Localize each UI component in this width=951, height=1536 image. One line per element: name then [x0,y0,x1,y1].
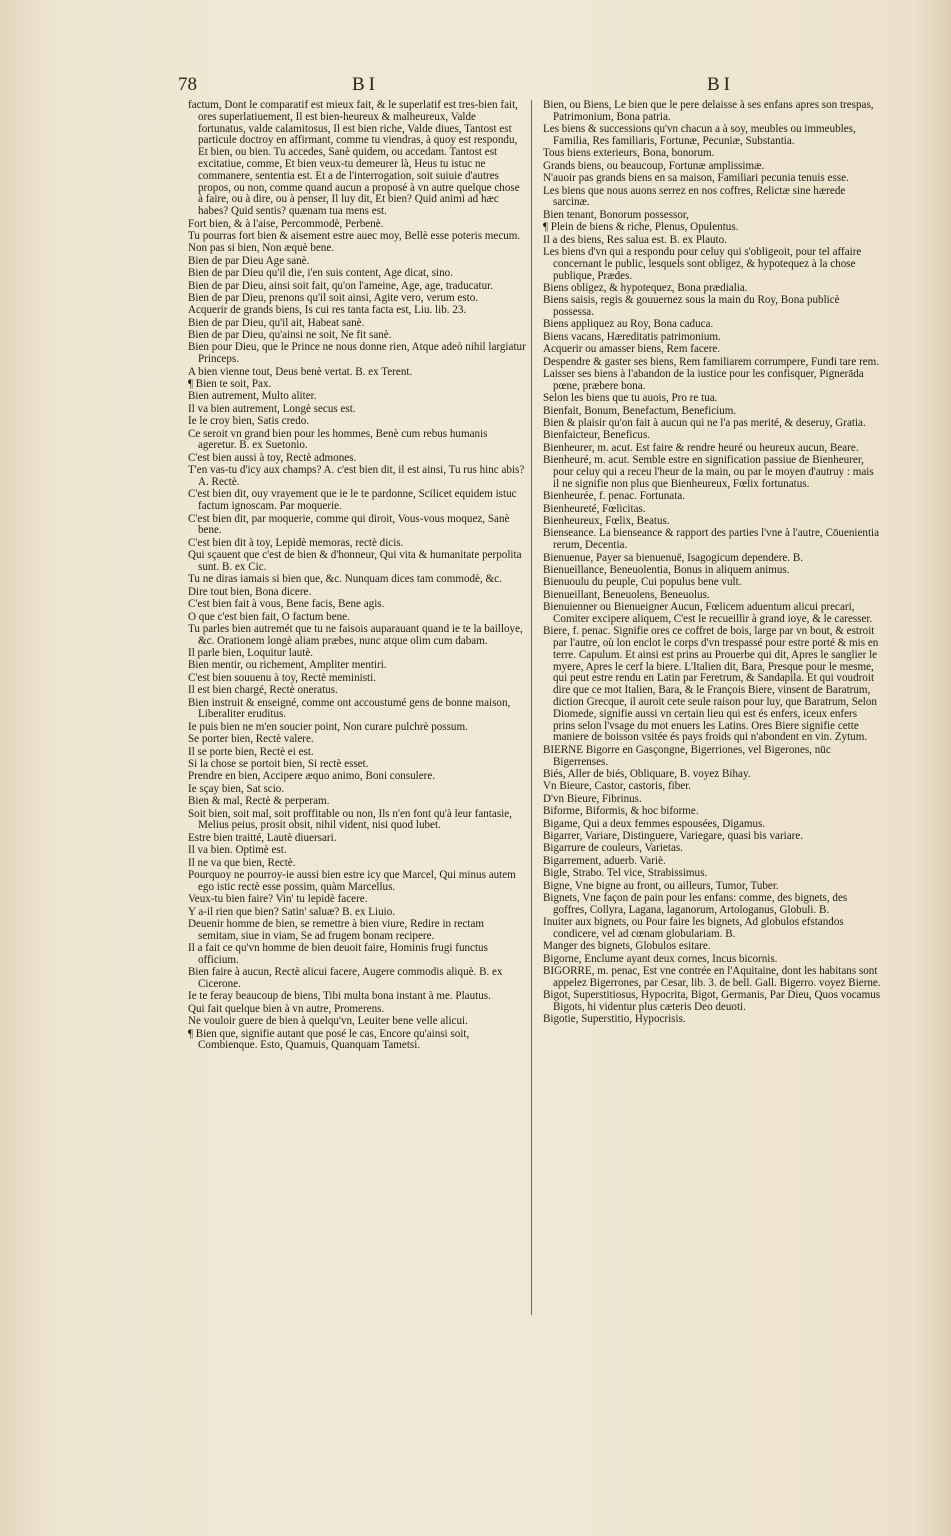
dictionary-entry: Biens vacans, Hæreditatis patrimonium. [543,330,721,343]
dictionary-entry: T'en vas-tu d'icy aux champs? A. c'est bien dit, il est ainsi, Tu rus hinc abis? A. Rectè. [188,464,525,488]
dictionary-entry: C'est bien dit, ouy vrayement que ie le te pardonne, Scilicet equidem istuc factum ignoscam. Par moquerie. [188,488,517,513]
dictionary-entry: Manger des bignets, Globulos esitare. [543,940,711,953]
dictionary-entry: Deuenir homme de bien, se remettre à bien viure, Redire in rectam semitam, siue in viam, Se ad frugem bonam recipere. [188,917,485,942]
dictionary-entry: Bienheurée, f. penac. Fortunata. [543,490,686,503]
dictionary-entry: Biens saisis, regis & gouuernez sous la main du Roy, Bona publicè possessa. [543,294,840,319]
dictionary-entry: Bigne, Vne bigne au front, ou ailleurs, Tumor, Tuber. [543,879,779,892]
dictionary-entry: Il va bien autrement, Longè secus est. [188,402,356,415]
dictionary-entry: Il a fait ce qu'vn homme de bien deuoit faire, Hominis frugi functus officium. [188,942,488,966]
dictionary-entry: Bien de par Dieu Age sanè. [188,254,310,267]
dictionary-entry: Bien faire à aucun, Rectè alicui facere, Augere commodis aliquè. B. ex Cicerone. [188,966,503,991]
dictionary-entry: Se porter bien, Rectè valere. [188,733,314,746]
dictionary-entry: C'est bien dit à toy, Lepidè memoras, rectè dicis. [188,536,404,549]
dictionary-entry: Dire tout bien, Bona dicere. [188,585,312,598]
dictionary-entry: Fort bien, & à l'aise, Percommodè, Perbenè. [188,217,384,230]
dictionary-entry: Biere, f. penac. Signifie ores ce coffret de bois, large par vn bout, & estroit par l'autre, où lon enclot le corps d'vn trespassé pour estre porté & mis en terre. Capulum. Et ainsi est prins au Prouerbe qui dit, Apres le sanglier le myere, Apres le cerf la biere. L'Italien dit, Bara, Presque pour le mesme, qui peut estre rendu en Latin par Feretrum, & Sandapila. Et qui voudroit dire que ce mot Italien, Bara, & le François Biere, vinsent de Baratrum, diction Grecque, il auroit cete seule raison pour luy, que Baratrum, Selon Diomede, signifie aussi vn certain lieu qui est és enfers, iceux enfers prins selon l'vsage du mot enuers les Latins. Ores Biere signifie cette maniere de boisson vsitée és pays froids qui n'abondent en vin. Zytum. [543,625,879,744]
dictionary-entry: Acquerir ou amasser biens, Rem facere. [543,343,721,356]
dictionary-entry: Tu parles bien autremét que tu ne faisois auparauant quand ie te la bailloye, &c. Orationem longè aliam præbes, nunc atque olim cum dabam. [188,622,523,647]
dictionary-entry: ¶ Plein de biens & riche, Plenus, Opulentus. [543,221,739,234]
dictionary-entry: C'est bien aussi à toy, Rectè admones. [188,451,357,464]
dictionary-entry: Il ne va que bien, Rectè. [188,856,296,869]
dictionary-entry: ¶ Bien te soit, Pax. [188,378,272,391]
dictionary-entry: BIERNE Bigorre en Gasçongne, Bigerriones, vel Bigerones, nūc Bigerrenses. [543,743,831,768]
dictionary-entry: Les biens que nous auons serrez en nos coffres, Relictæ sine hærede sarcinæ. [543,184,846,209]
dictionary-entry: factum, Dont le comparatif est mieux fait, & le superlatif est tres-bien fait, ores superlatiuement, Il est bien-heureux & malheureux, Valde fortunatus, valde calamitosus, Il est bien riche, Valde diues, Tantost est particule doctroy en affirmant, comme tu viendras, à quoy est respondu, Et bien, ou bien. Tu accedes, Sanè quidem, ou accedam. Tantost est excitatiue, comme, Et bien veux-tu demeurer là, Heus tu istuc ne commanere, sententia est. Et a de l'interrogation, soit suiuie d'autres propos, ou non, comme quand aucun a proposé à vn autre quelque chose à faire, ou à dire, ou à penser, Il luy dit, Et bien? Quid animi ad hæc habes? Quid sentis? quænam tua mens est. [188,99,520,218]
dictionary-entry: Il a des biens, Res salua est. B. ex Plauto. [543,233,727,246]
dictionary-entry: Bigarrement, aduerb. Variè. [543,854,666,867]
running-head-left: BI [352,74,379,95]
dictionary-entry: Bienueillance, Beneuolentia, Bonus in aliquem animus. [543,563,790,576]
dictionary-entry: Estre bien traitté, Lautè diuersari. [188,831,337,844]
dictionary-entry: Biés, Aller de biés, Obliquare, B. voyez Bihay. [543,768,751,781]
dictionary-entry: Bien de par Dieu, ainsi soit fait, qu'on l'ameine, Age, age, traducatur. [188,279,493,292]
dictionary-entry: Si la chose se portoit bien, Si rectè esset. [188,758,369,770]
dictionary-entry: Bigame, Qui a deux femmes espousées, Digamus. [543,817,766,830]
dictionary-entry: Soit bien, soit mal, soit proffitable ou non, Ils n'en font qu'à leur fantasie, Melius peius, prosit obsit, nihil vident, nisi quod lubet. [188,807,512,832]
dictionary-entry: ¶ Bien que, signifie autant que posé le cas, Encore qu'ainsi soit, Combienque. Esto, Quamuis, Quanquam Tametsi. [188,1027,470,1052]
dictionary-entry: Il se porte bien, Rectè ei est. [188,745,314,758]
dictionary-entry: C'est bien dit, par moquerie, comme qui diroit, Vous-vous moquez, Sanè bene. [188,512,510,537]
dictionary-entry: Bienuoulu du peuple, Cui populus bene vult. [543,576,742,589]
running-head-right: BI [707,74,734,95]
dictionary-entry: Prendre en bien, Accipere æquo animo, Boni consulere. [188,770,436,783]
dictionary-entry: Tu ne diras iamais si bien que, &c. Nunquam dices tam commodè, &c. [188,573,502,586]
dictionary-entry: Il est bien chargé, Rectè oneratus. [188,684,338,697]
dictionary-entry: Ie sçay bien, Sat scio. [188,782,285,795]
dictionary-entry: Inuiter aux bignets, ou Pour faire les bignets, Ad globulos efstandos condicere, vel ad cœnam globulariam. B. [543,916,844,940]
dictionary-entry: Les biens & successions qu'vn chacun a à soy, meubles ou immeubles, Familia, Res familiaris, Fortunæ, Pecuniæ, Substantia. [543,123,856,147]
dictionary-entry: A bien vienne tout, Deus benè vertat. B. ex Terent. [188,365,413,378]
dictionary-entry: Y a-il rien que bien? Satin' saluæ? B. ex Liuio. [188,905,396,918]
dictionary-entry: Bien & plaisir qu'on fait à aucun qui ne l'a pas merité, & deseruy, Gratia. [543,417,866,429]
dictionary-entry: Biforme, Biformis, & hoc biforme. [543,805,699,818]
dictionary-entry: Laisser ses biens à l'abandon de la iustice pour les confisquer, Pignerāda pœne, præbere bona. [543,368,864,392]
dictionary-entry: Ie te feray beaucoup de biens, Tibi multa bona instant à me. Plautus. [188,990,491,1003]
dictionary-entry: Ne vouloir guere de bien à quelqu'vn, Leuiter bene velle alicui. [188,1015,468,1028]
dictionary-entry: BIGORRE, m. penac, Est vne contrée en l'Aquitaine, dont les habitans sont appelez Bigerrones, par Cesar, lib. 3. de bell. Gall. Bigerro. voyez Bierne. [543,965,881,989]
dictionary-entry: Les biens d'vn qui a respondu pour celuy qui s'obligeoit, pour tel affaire concernant le public, lesquels sont obligez, & hypotequez à la chose publique, Prædes. [543,245,862,282]
dictionary-entry: Bien, ou Biens, Le bien que le pere delaisse à ses enfans apres son trespas, Patrimonium, Bona patria. [543,99,874,123]
dictionary-entry: Veux-tu bien faire? Vin' tu lepidè facere. [188,893,368,906]
dictionary-entry: Il va bien. Optimè est. [188,844,287,857]
dictionary-entry: Bien & mal, Rectè & perperam. [188,795,330,808]
dictionary-entry: Non pas si bien, Non æquè bene. [188,242,335,255]
dictionary-entry: Bien pour Dieu, que le Prince ne nous donne rien, Atque adeò nihil largiatur Princeps. [188,341,526,366]
dictionary-entry: Bien de par Dieu, qu'ainsi ne soit, Ne fit sanè. [188,329,392,342]
dictionary-entry: Despendre & gaster ses biens, Rem familiarem corrumpere, Fundi tare rem. [543,355,880,368]
dictionary-entry: Bienueillant, Beneuolens, Beneuolus. [543,588,710,601]
dictionary-entry: Ie le croy bien, Satis credo. [188,415,310,428]
dictionary-entry: Bien instruit & enseigné, comme ont accoustumé gens de bonne maison, Liberaliter eruditus. [188,696,511,721]
dictionary-entry: N'auoir pas grands biens en sa maison, Familiari pecunia tenuis esse. [543,172,849,185]
page-number: 78 [178,74,197,95]
dictionary-entry: Bien de par Dieu, prenons qu'il soit ainsi, Agite vero, verum esto. [188,291,479,304]
dictionary-entry: Bienheurer, m. acut. Est faire & rendre heuré ou heureux aucun, Beare. [543,441,859,454]
dictionary-entry: Biens obligez, & hypotequez, Bona prædialia. [543,281,748,294]
dictionary-entry: Selon les biens que tu auois, Pro re tua. [543,392,718,405]
dictionary-entry: Bigarrer, Variare, Distinguere, Variegare, quasi bis variare. [543,829,804,842]
dictionary-entry: Bienuienner ou Bienueigner Aucun, Fœlicem aduentum alicui precari, Comiter excipere aliquem, C'est le recueillir à grand ioye, & le caresser. [543,601,873,625]
dictionary-entry: Qui fait quelque bien à vn autre, Promerens. [188,1002,385,1015]
dictionary-entry: Bienfaicteur, Beneficus. [543,429,651,442]
dictionary-entry: Il parle bien, Loquitur lautè. [188,647,314,660]
dictionary-entry: Vn Bieure, Castor, castoris, fiber. [543,780,692,793]
dictionary-entry: Bien mentir, ou richement, Ampliter mentiri. [188,659,387,672]
dictionary-entry: Bigle, Strabo. Tel vice, Strabissimus. [543,867,708,880]
dictionary-entry: Bignets, Vne façon de pain pour les enfans: comme, des bignets, des goffres, Collyra, Lagana, laganorum, Artologanus, Globuli. B. [543,891,848,916]
dictionary-entry: Bigotie, Superstitio, Hypocrisis. [543,1013,686,1026]
dictionary-entry: Bienheureté, Fœlicitas. [543,502,646,515]
dictionary-entry: Tous biens exterieurs, Bona, bonorum. [543,147,715,160]
dictionary-entry: C'est bien souuenu à toy, Rectè meministi. [188,671,376,684]
dictionary-entry: D'vn Bieure, Fibrinus. [543,792,642,805]
left-column [188,100,526,1053]
dictionary-entry: Bigarrure de couleurs, Varietas. [543,842,683,855]
dictionary-entry: Bienheureux, Fœlix, Beatus. [543,514,670,527]
dictionary-entry: Bien de par Dieu qu'il die, i'en suis content, Age dicat, sino. [188,267,453,280]
dictionary-entry: Biens appliquez au Roy, Bona caduca. [543,318,714,331]
dictionary-entry: Pourquoy ne pourroy-ie aussi bien estre icy que Marcel, Qui minus autem ego istic rectè esse possim, quàm Marcellus. [188,868,516,893]
dictionary-entry: Bien de par Dieu, qu'il ait, Habeat sanè. [188,316,365,329]
dictionary-entry: O que c'est bien fait, O factum bene. [188,610,350,623]
dictionary-entry: Qui sçauent que c'est de bien & d'honneur, Qui vita & humanitate perpolita sunt. B. ex Cic. [188,549,522,573]
dictionary-entry: Ie puis bien ne m'en soucier point, Non curare pulchrè possum. [188,720,468,733]
dictionary-entry: Bienuenue, Payer sa bienuenuë, Isagogicum dependere. B. [543,551,803,564]
dictionary-entry: Bienseance. La bienseance & rapport des parties l'vne à l'autre, Cōuenientia rerum, Decentia. [543,527,880,552]
dictionary-entry: Bigot, Superstitiosus, Hypocrita, Bigot, Germanis, Par Dieu, Quos vocamus Bigots, hi videntur plus cæteris Deo deuoti. [543,989,881,1014]
dictionary-entry: Tu pourras fort bien & aisement estre auec moy, Bellè esse poteris mecum. [188,229,521,242]
dictionary-entry: Bigorne, Enclume ayant deux cornes, Incus bicornis. [543,952,778,965]
right-column [543,100,881,1027]
dictionary-entry: Ce seroit vn grand bien pour les hommes, Benè cum rebus humanis ageretur. B. ex Suetonio. [188,427,488,452]
dictionary-entry: Grands biens, ou beaucoup, Fortunæ amplissimæ. [543,159,765,172]
dictionary-entry: Bien autrement, Multo aliter. [188,390,317,403]
column-divider [531,100,532,1315]
dictionary-entry: Acquerir de grands biens, Is cui res tanta facta est, Liu. lib. 23. [188,304,467,317]
dictionary-entry: C'est bien fait à vous, Bene facis, Bene agis. [188,598,385,611]
dictionary-entry: Bienfait, Bonum, Benefactum, Beneficium. [543,404,737,417]
dictionary-entry: Bien tenant, Bonorum possessor, [543,208,689,221]
dictionary-entry: Bienheuré, m. acut. Semble estre en signification passiue de Bienheurer, pour celuy qui a receu l'heur de la main, ou par le moyen d'autruy : mais il ne signifie non plus que Bienheureux, Fœlix fortunatus. [543,454,874,490]
